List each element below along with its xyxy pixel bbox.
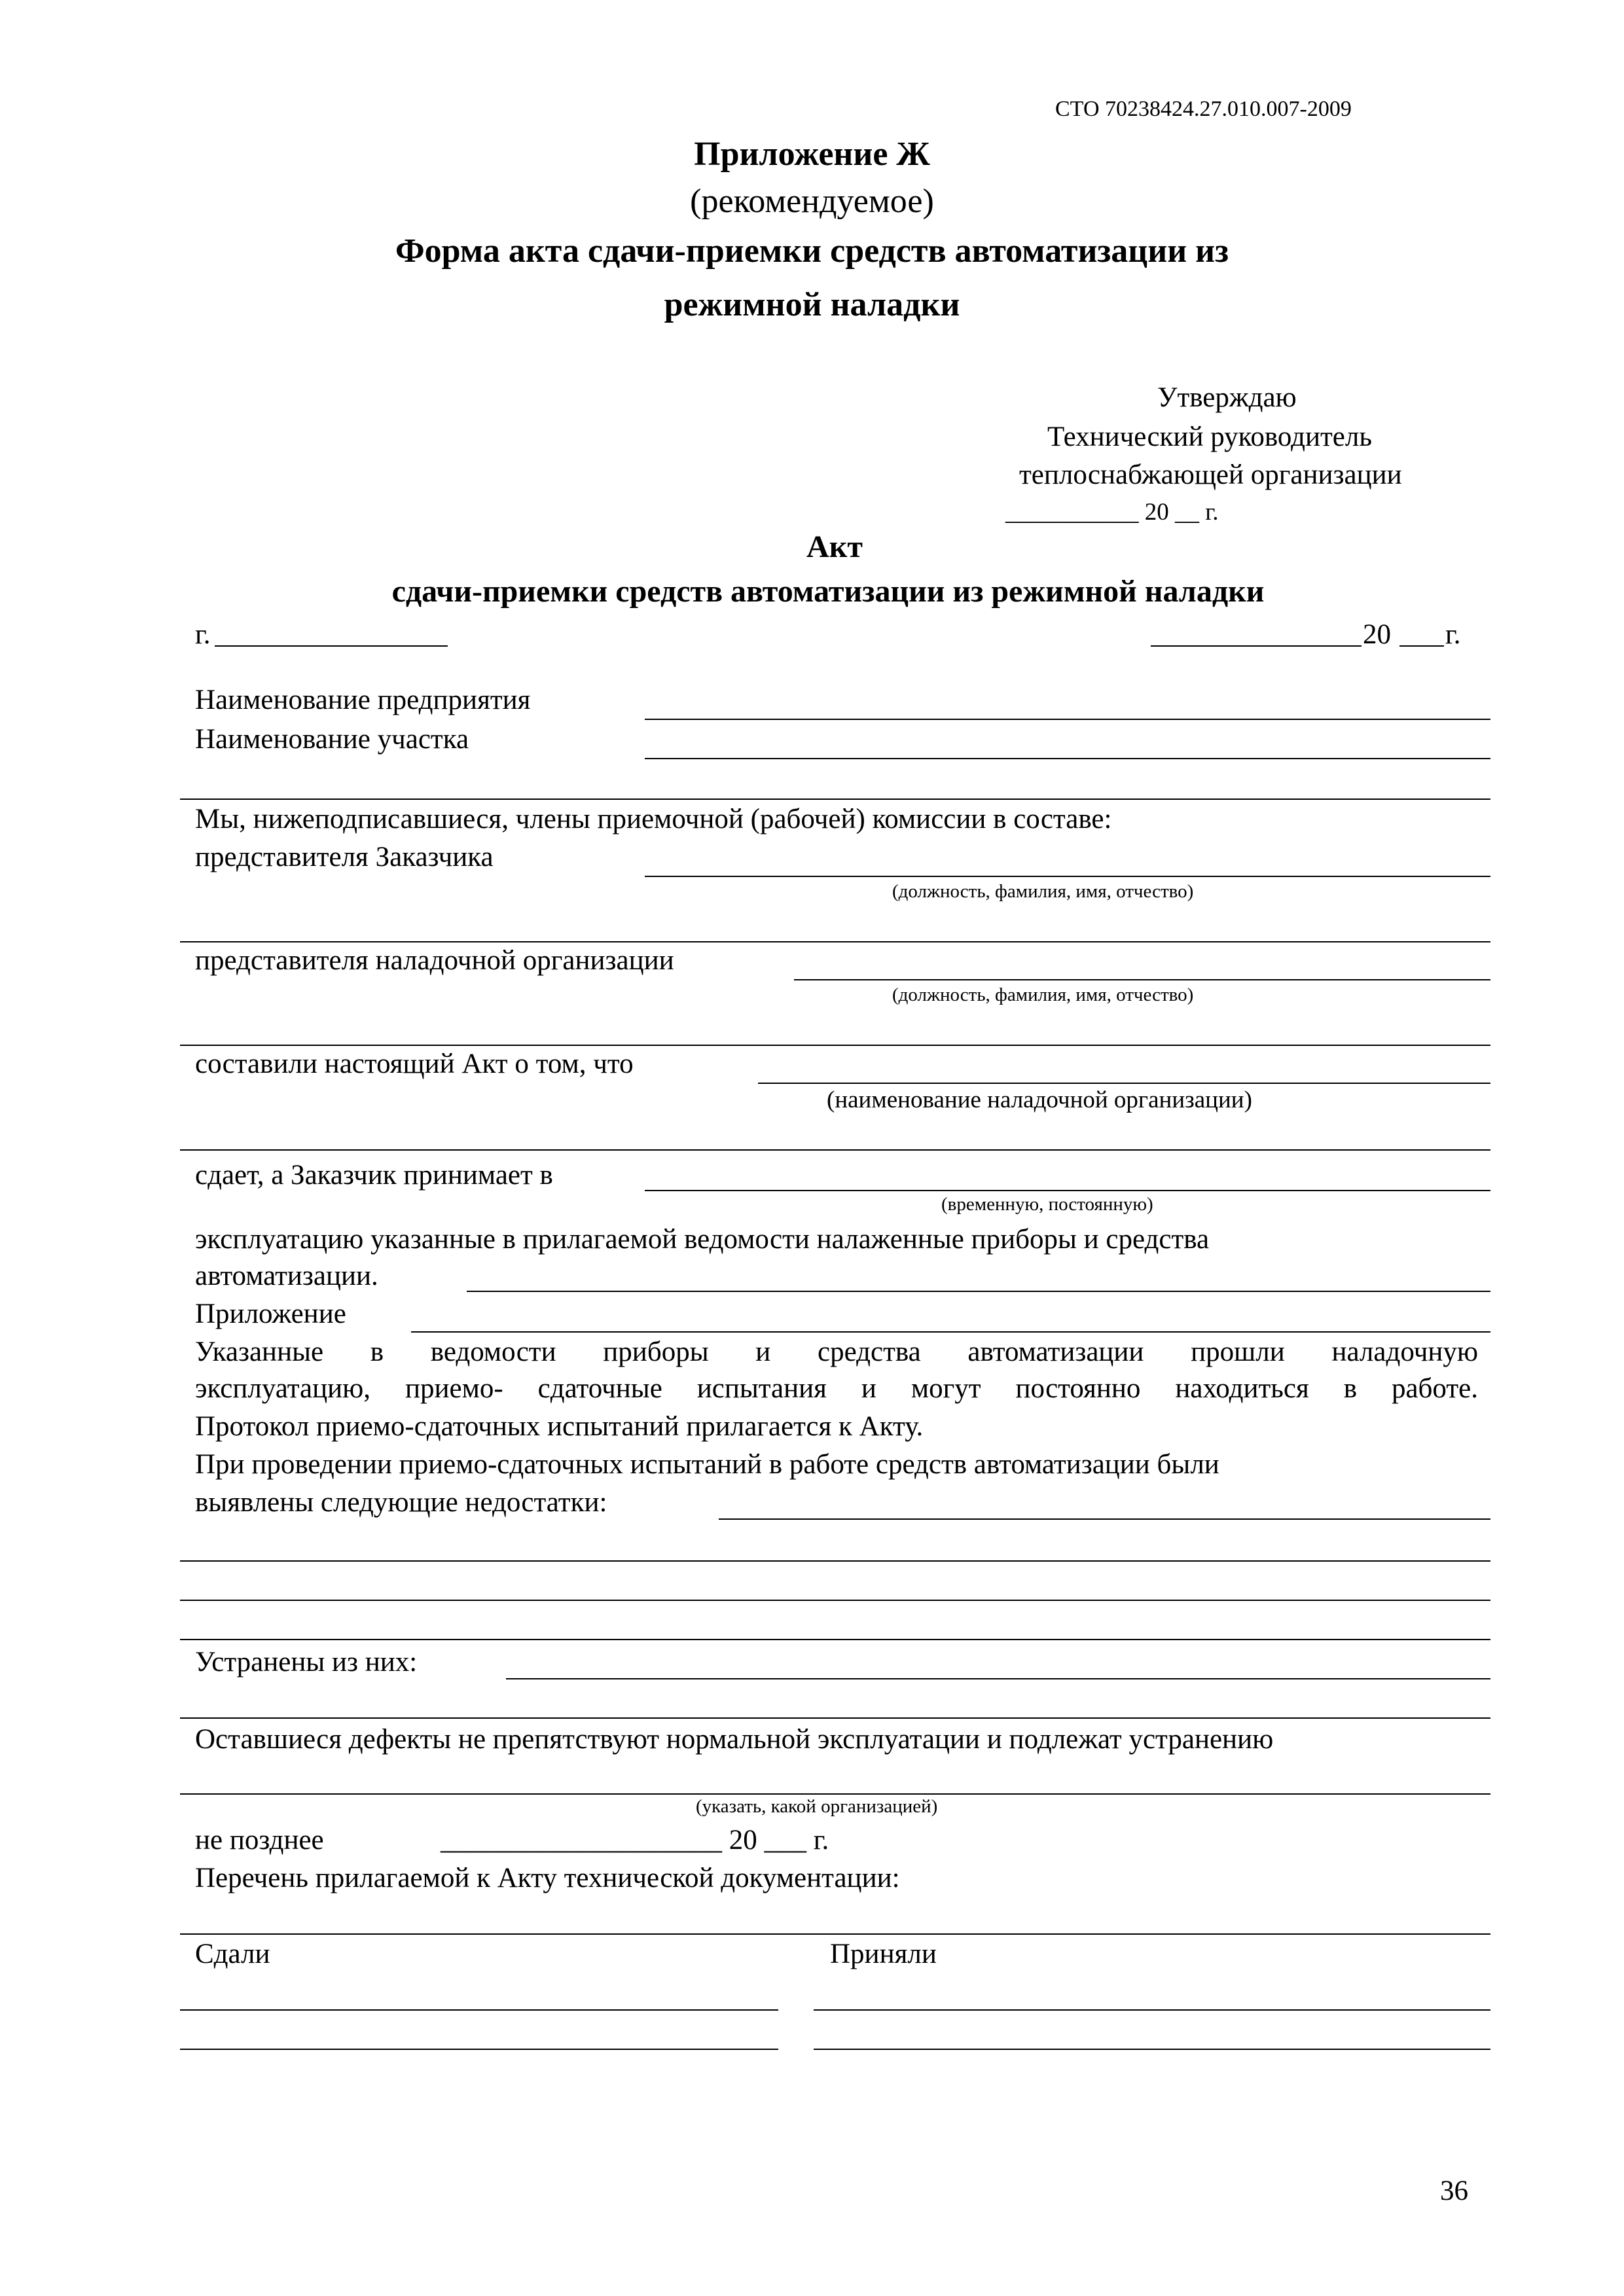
date-field[interactable] xyxy=(1151,645,1362,647)
appendix-title: Приложение Ж xyxy=(694,135,930,173)
composed-label: составили настоящий Акт о том, что xyxy=(195,1049,634,1079)
deadline-label: не позднее xyxy=(195,1825,324,1856)
approval-position-line2: теплоснабжающей организации xyxy=(1019,459,1402,490)
shortcomings-line-2[interactable] xyxy=(180,1560,1490,1562)
enterprise-label: Наименование предприятия xyxy=(195,685,531,715)
para1-line2: эксплуатацию, приемо- сдаточные испытания и могут постоянно находиться в работе. xyxy=(195,1373,1478,1404)
remaining-hint: (указать, какой организацией) xyxy=(696,1796,938,1817)
remaining-text: Оставшиеся дефекты не препятствуют нормальной эксплуатации и подлежат устранению xyxy=(195,1724,1274,1755)
date-suffix: г. xyxy=(1445,619,1461,650)
approval-position-line1: Технический руководитель xyxy=(1047,422,1372,452)
act-title: Акт xyxy=(806,529,863,564)
composed-field-extra[interactable] xyxy=(180,1149,1490,1151)
handed-signature-line-2[interactable] xyxy=(180,2049,778,2050)
para1-line1: Указанные в ведомости приборы и средства автоматизации прошли наладочную xyxy=(195,1336,1478,1367)
approval-approve: Утверждаю xyxy=(1157,382,1297,413)
approval-date-line: ___________ 20 __ г. xyxy=(1005,499,1219,526)
section-field[interactable] xyxy=(645,758,1490,759)
city-field[interactable] xyxy=(215,645,448,647)
form-title-line1: Форма акта сдачи-приемки средств автоматизации из xyxy=(395,232,1229,270)
handed-label: Сдали xyxy=(195,1939,270,1969)
enterprise-field[interactable] xyxy=(645,719,1490,720)
customer-rep-hint: (должность, фамилия, имя, отчество) xyxy=(892,881,1194,902)
setup-rep-hint: (должность, фамилия, имя, отчество) xyxy=(892,984,1194,1005)
operation-line1: эксплуатацию указанные в прилагаемой ведомости налаженные приборы и средства xyxy=(195,1224,1210,1255)
accepted-label: Приняли xyxy=(830,1939,937,1969)
docs-label: Перечень прилагаемой к Акту технической документации: xyxy=(195,1863,900,1893)
customer-rep-label: представителя Заказчика xyxy=(195,842,494,872)
customer-rep-field[interactable] xyxy=(645,876,1490,877)
document-code: СТО 70238424.27.010.007-2009 xyxy=(1055,97,1352,121)
composed-hint: (наименование наладочной организации) xyxy=(827,1086,1252,1113)
date-year: 20 xyxy=(1363,619,1391,650)
shortcomings-line-3[interactable] xyxy=(180,1600,1490,1601)
appendix-note: (рекомендуемое) xyxy=(690,183,934,220)
accepted-signature-line-1[interactable] xyxy=(814,2009,1490,2011)
setup-rep-field-extra[interactable] xyxy=(180,1045,1490,1046)
attachment-label: Приложение xyxy=(195,1299,346,1329)
para2-line2: выявлены следующие недостатки: xyxy=(195,1487,607,1518)
fixed-field[interactable] xyxy=(506,1678,1490,1679)
city-prefix: г. xyxy=(195,619,211,650)
shortcomings-field[interactable] xyxy=(719,1518,1490,1520)
operation-line2: автоматизации. xyxy=(195,1261,378,1291)
hands-over-label: сдает, а Заказчик принимает в xyxy=(195,1160,553,1191)
para2-line1: При проведении приемо-сдаточных испытаний в работе средств автоматизации были xyxy=(195,1449,1219,1480)
page-number: 36 xyxy=(1440,2176,1468,2206)
fixed-field-extra[interactable] xyxy=(180,1717,1490,1719)
operation-field[interactable] xyxy=(467,1291,1490,1292)
shortcomings-line-4[interactable] xyxy=(180,1639,1490,1640)
composed-field[interactable] xyxy=(758,1083,1490,1084)
hands-over-hint: (временную, постоянную) xyxy=(941,1194,1153,1215)
remaining-field[interactable] xyxy=(180,1793,1490,1795)
year-field[interactable] xyxy=(1399,645,1444,647)
handed-signature-line-1[interactable] xyxy=(180,2009,778,2011)
act-subtitle: сдачи-приемки средств автоматизации из режимной наладки xyxy=(391,574,1265,609)
attachment-field[interactable] xyxy=(411,1331,1490,1333)
commission-text: Мы, нижеподписавшиеся, члены приемочной (рабочей) комиссии в составе: xyxy=(195,804,1112,834)
section-field-extra[interactable] xyxy=(180,798,1490,800)
form-title-line2: режимной наладки xyxy=(664,286,960,323)
para1-line3: Протокол приемо-сдаточных испытаний прилагается к Акту. xyxy=(195,1411,924,1442)
deadline-date: ____________________ 20 ___ г. xyxy=(441,1825,829,1856)
setup-rep-field[interactable] xyxy=(794,979,1490,980)
docs-field[interactable] xyxy=(180,1933,1490,1935)
hands-over-field[interactable] xyxy=(645,1190,1490,1191)
customer-rep-field-extra[interactable] xyxy=(180,941,1490,942)
section-label: Наименование участка xyxy=(195,724,469,755)
setup-rep-label: представителя наладочной организации xyxy=(195,945,674,976)
fixed-label: Устранены из них: xyxy=(195,1647,418,1677)
accepted-signature-line-2[interactable] xyxy=(814,2049,1490,2050)
